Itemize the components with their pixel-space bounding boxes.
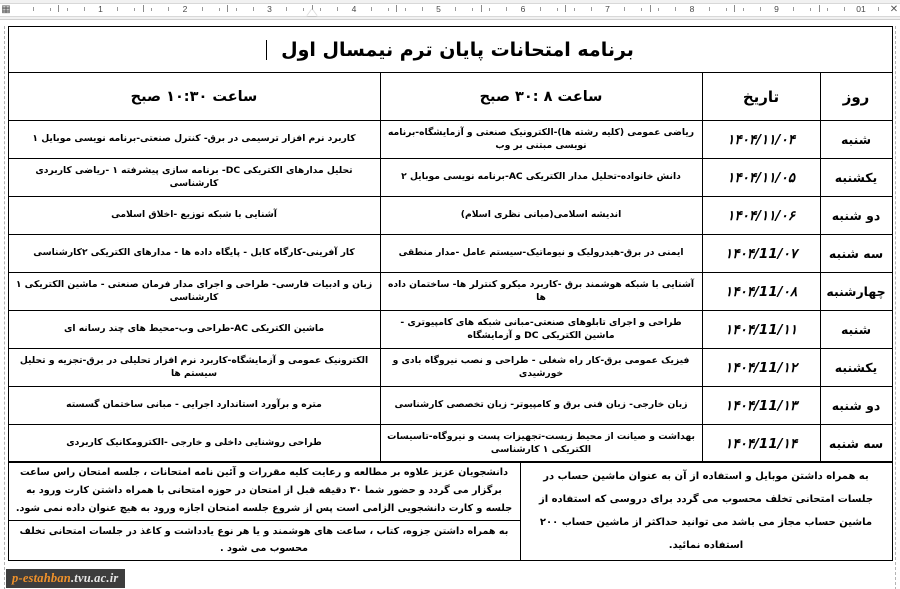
- cell-courses-10-30: ماشین الکتریکی AC-طراحی وب-محیط های چند رسانه ای: [8, 311, 380, 349]
- cell-day: شنبه: [820, 121, 892, 159]
- header-slot-10-30: ساعت ۱۰:۳۰ صبح: [8, 73, 380, 121]
- cell-day: دو شنبه: [820, 197, 892, 235]
- page-title: برنامه امتحانات پایان ترم نیمسال اول: [266, 40, 634, 61]
- cell-courses-8-30: ریاضی عمومی (کلیه رشته ها)-الکترونیک صنعتی و آزمایشگاه-برنامه نویسی مبتنی بر وب: [380, 121, 702, 159]
- document-ruler[interactable]: [0, 0, 900, 20]
- header-day: روز: [820, 73, 892, 121]
- cell-day: شنبه: [820, 311, 892, 349]
- cell-day: یکشنبه: [820, 159, 892, 197]
- cell-courses-8-30: ایمنی در برق-هیدرولیک و نیوماتیک-سیستم عامل -مدار منطقی: [380, 235, 702, 273]
- cell-courses-10-30: طراحی روشنایی داخلی و خارجی -الکترومکانیک کاربردی: [8, 425, 380, 463]
- cell-day: یکشنبه: [820, 349, 892, 387]
- cell-courses-10-30: زبان و ادبیات فارسی- طراحی و اجرای مدار فرمان صنعتی - ماشین الکتریکی ۱ کارشناسی: [8, 273, 380, 311]
- note-prohibited-items: به همراه داشتن جزوه، کتاب ، ساعت های هوشمند و یا هر نوع یادداشت و کاغذ در جلسات امتحانی تخلف محسوب می شود .: [8, 520, 520, 560]
- ruler-number: 8: [689, 4, 695, 14]
- cell-courses-10-30: متره و برآورد استاندارد اجرایی - مبانی ساختمان گسسته: [8, 387, 380, 425]
- cell-courses-8-30: بهداشت و صیانت از محیط زیست-تجهیزات پست و نیروگاه-تاسیسات الکتریکی ۱ کارشناسی: [380, 425, 702, 463]
- ruler-number: 2: [182, 4, 188, 14]
- page-margin-guide-left: [4, 26, 5, 589]
- header-slot-8-30: ساعت ۸ :۳۰ صبح: [380, 73, 702, 121]
- watermark-tld: .tvu.ac.ir: [70, 571, 119, 585]
- indent-marker[interactable]: [307, 9, 317, 16]
- ruler-number: 01: [856, 4, 866, 14]
- cell-courses-8-30: آشنایی با شبکه هوشمند برق -کاربرد میکرو کنترلر ها- ساختمان داده ها: [380, 273, 702, 311]
- page-margin-guide-right: [895, 26, 896, 589]
- table-row: [8, 197, 892, 235]
- cell-date: ۱۴۰۴/11/۱۳: [702, 387, 820, 425]
- table-row: [8, 311, 892, 349]
- ruler-number: 7: [605, 4, 610, 14]
- cell-courses-8-30: اندیشه اسلامی(مبانی نظری اسلام): [380, 197, 702, 235]
- cell-date: ۱۴۰۴/11/۰۸: [702, 273, 820, 311]
- cell-date: ۱۴۰۴/۱۱/۰۶: [702, 197, 820, 235]
- page-title-cell: [8, 27, 892, 73]
- note-exam-regulations: دانشجویان عزیز علاوه بر مطالعه و رعایت کلیه مقررات و آئین نامه امتحانات ، جلسه امتحان راس ساعت برگزار می گردد و حضور شما ۳۰ دقیقه قبل از امتحان در حوزه امتحانی با همراه داشتن کارت ورود به جلسه و کارت دانشجویی الزامی است پس از شروع جلسه امتحان اجازه ورود به هیچ عنوان داده نمی شود.: [8, 462, 520, 520]
- cell-courses-8-30: فیزیک عمومی برق-کار راه شغلی - طراحی و نصب نیروگاه بادی و خورشیدی: [380, 349, 702, 387]
- table-row: [8, 273, 892, 311]
- cell-day: سه شنبه: [820, 425, 892, 463]
- cell-day: چهارشنبه: [820, 273, 892, 311]
- cell-courses-8-30: دانش خانواده-تحلیل مدار الکتریکی AC-برنامه نویسی موبایل ۲: [380, 159, 702, 197]
- ruler-left-end-icon: ▦: [1, 4, 11, 15]
- ruler-number: 5: [436, 4, 441, 14]
- ruler-number: 9: [774, 4, 779, 14]
- table-row: [8, 425, 892, 463]
- title-row: [8, 27, 892, 73]
- cell-date: ۱۴۰۴/11/۱۴: [702, 425, 820, 463]
- table-row: [8, 349, 892, 387]
- ruler-number: 1: [98, 4, 103, 14]
- cell-courses-10-30: الکترونیک عمومی و آزمایشگاه-کاربرد نرم افزار تحلیلی در برق-تجزیه و تحلیل سیستم ها: [8, 349, 380, 387]
- table-row: [8, 235, 892, 273]
- ruler-number: 6: [520, 4, 526, 14]
- header-date: تاریخ: [702, 73, 820, 121]
- cell-date: ۱۴۰۴/۱۱/۰۴: [702, 121, 820, 159]
- ruler-number: 3: [267, 4, 272, 14]
- cell-courses-10-30: کاربرد نرم افزار ترسیمی در برق- کنترل صنعتی-برنامه نویسی موبایل ۱: [8, 121, 380, 159]
- cell-date: ۱۴۰۴/۱۱/۰۵: [702, 159, 820, 197]
- site-watermark: [6, 569, 125, 588]
- cell-courses-10-30: آشنایی با شبکه توزیع -اخلاق اسلامی: [8, 197, 380, 235]
- cell-courses-10-30: تحلیل مدارهای الکتریکی DC- برنامه سازی پیشرفته ۱ -ریاضی کاربردی کارشناسی: [8, 159, 380, 197]
- watermark-domain: p-estahban: [12, 571, 71, 585]
- note-calculator-policy: به همراه داشتن موبایل و استفاده از آن به عنوان ماشین حساب در جلسات امتحانی تخلف محسوب می گردد برای دروسی که استفاده از ماشین حساب مجاز می باشد می توانید حداکثر از ماشین حساب ۲۰۰ استفاده نمائید.: [520, 462, 892, 561]
- document-page: [0, 26, 900, 589]
- notes-row: [8, 462, 892, 520]
- exam-schedule-table: [8, 26, 893, 463]
- cell-date: ۱۴۰۴/11/۱۱: [702, 311, 820, 349]
- ruler-track: [0, 3, 900, 17]
- cell-courses-8-30: زبان خارجی- زبان فنی برق و کامپیوتر- زبان تخصصی کارشناسی: [380, 387, 702, 425]
- ruler-number: 4: [351, 4, 357, 14]
- cell-day: دو شنبه: [820, 387, 892, 425]
- table-row: [8, 387, 892, 425]
- table-header-row: [8, 73, 892, 121]
- notes-table: [8, 461, 893, 561]
- cell-day: سه شنبه: [820, 235, 892, 273]
- cell-courses-10-30: کار آفرینی-کارگاه کابل - پایگاه داده ها - مدارهای الکتریکی ۲کارشناسی: [8, 235, 380, 273]
- cell-courses-8-30: طراحی و اجرای تابلوهای صنعتی-مبانی شبکه های کامپیوتری - ماشین الکتریکی DC و آزمایشگاه: [380, 311, 702, 349]
- table-row: [8, 159, 892, 197]
- table-row: [8, 121, 892, 159]
- cell-date: ۱۴۰۴/11/۰۷: [702, 235, 820, 273]
- cell-date: ۱۴۰۴/11/۱۲: [702, 349, 820, 387]
- ruler-right-end-icon: ✕: [889, 4, 899, 15]
